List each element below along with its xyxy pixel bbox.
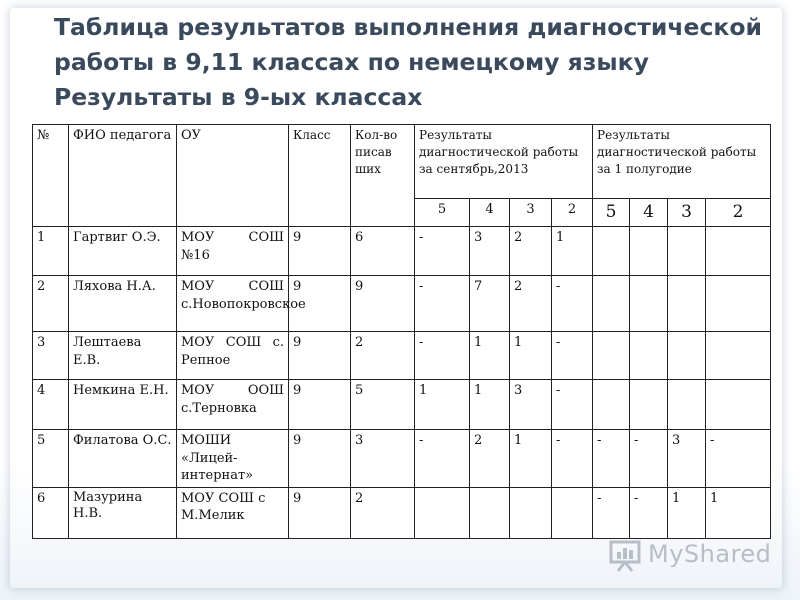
sep-grade-4: 7 <box>470 276 510 332</box>
sep-grade-3: 2 <box>510 227 552 276</box>
sep-grade-4: 3 <box>470 227 510 276</box>
row-number: 3 <box>33 332 69 380</box>
count-value: 2 <box>351 332 415 380</box>
grade-half-5: 5 <box>593 199 630 227</box>
class-value: 9 <box>289 380 351 430</box>
half-grade-3 <box>668 227 706 276</box>
half-grade-2: 1 <box>706 487 771 538</box>
sep-grade-5: - <box>415 276 470 332</box>
title-line-3: Результаты в 9-ых классах <box>54 83 423 111</box>
sep-grade-2: 1 <box>552 227 593 276</box>
table-row <box>33 430 771 488</box>
half-grade-4 <box>630 227 668 276</box>
grade-sep-2: 2 <box>552 199 593 227</box>
myshared-logo <box>606 536 776 576</box>
half-grade-3 <box>668 276 706 332</box>
sep-grade-4: 1 <box>470 332 510 380</box>
half-grade-5 <box>593 276 630 332</box>
row-number: 2 <box>33 276 69 332</box>
row-number: 1 <box>33 227 69 276</box>
grade-sep-3: 3 <box>510 199 552 227</box>
sep-grade-2: - <box>552 380 593 430</box>
half-grade-5: - <box>593 487 630 538</box>
half-grade-3: 1 <box>668 487 706 538</box>
table-row <box>33 332 771 380</box>
count-value: 6 <box>351 227 415 276</box>
sep-grade-5: - <box>415 227 470 276</box>
slide-title <box>54 10 774 115</box>
half-grade-5 <box>593 227 630 276</box>
header-row <box>33 125 771 199</box>
sep-grade-4 <box>470 487 510 538</box>
half-grade-5 <box>593 332 630 380</box>
count-value: 3 <box>351 430 415 488</box>
school-name: МОШИ «Лицей-интернат» <box>177 430 289 488</box>
sep-grade-3: 1 <box>510 430 552 488</box>
header-results-half: Результаты диагностической работы за 1 полугодие <box>593 125 771 199</box>
sep-grade-5 <box>415 487 470 538</box>
class-value: 9 <box>289 332 351 380</box>
half-grade-2 <box>706 227 771 276</box>
teacher-name: Немкина Е.Н. <box>69 380 177 430</box>
school-name: МОУ СОШ №16 <box>177 227 289 276</box>
grade-sep-5: 5 <box>415 199 470 227</box>
table-row <box>33 380 771 430</box>
title-line-2: работы в 9,11 классах по немецкому языку <box>54 48 649 76</box>
table-row <box>33 487 771 538</box>
half-grade-4 <box>630 380 668 430</box>
row-number: 6 <box>33 487 69 538</box>
header-count: Кол-во писав ших <box>351 125 415 227</box>
count-value: 2 <box>351 487 415 538</box>
teacher-name: Ляхова Н.А. <box>69 276 177 332</box>
grade-sep-4: 4 <box>470 199 510 227</box>
sep-grade-2: - <box>552 332 593 380</box>
sep-grade-4: 2 <box>470 430 510 488</box>
class-value: 9 <box>289 276 351 332</box>
half-grade-4 <box>630 332 668 380</box>
half-grade-5: - <box>593 430 630 488</box>
half-grade-4 <box>630 276 668 332</box>
school-name: МОУ СОШ с. Репное <box>177 332 289 380</box>
table-row <box>33 276 771 332</box>
sep-grade-4: 1 <box>470 380 510 430</box>
grade-half-4: 4 <box>630 199 668 227</box>
header-fio: ФИО педагога <box>69 125 177 227</box>
half-grade-4: - <box>630 487 668 538</box>
half-grade-3 <box>668 380 706 430</box>
sep-grade-5: - <box>415 332 470 380</box>
title-line-1: Таблица результатов выполнения диагностической <box>54 13 762 41</box>
grade-half-2: 2 <box>706 199 771 227</box>
header-results-sep: Результаты диагностической работы за сентябрь,2013 <box>415 125 593 199</box>
sep-grade-2: - <box>552 430 593 488</box>
school-name: МОУ ООШ с.Терновка <box>177 380 289 430</box>
header-no: № <box>33 125 69 227</box>
results-table <box>32 124 771 539</box>
teacher-name: Мазурина Н.В. <box>69 487 177 538</box>
teacher-name: Гартвиг О.Э. <box>69 227 177 276</box>
row-number: 5 <box>33 430 69 488</box>
header-class: Класс <box>289 125 351 227</box>
sep-grade-3: 1 <box>510 332 552 380</box>
class-value: 9 <box>289 430 351 488</box>
half-grade-3: 3 <box>668 430 706 488</box>
grade-half-3: 3 <box>668 199 706 227</box>
presentation-board-icon <box>608 538 642 572</box>
count-value: 5 <box>351 380 415 430</box>
half-grade-2 <box>706 276 771 332</box>
half-grade-5 <box>593 380 630 430</box>
sep-grade-5: - <box>415 430 470 488</box>
sep-grade-5: 1 <box>415 380 470 430</box>
teacher-name: Лештаева Е.В. <box>69 332 177 380</box>
header-ou: ОУ <box>177 125 289 227</box>
row-number: 4 <box>33 380 69 430</box>
half-grade-2 <box>706 380 771 430</box>
class-value: 9 <box>289 487 351 538</box>
count-value: 9 <box>351 276 415 332</box>
half-grade-3 <box>668 332 706 380</box>
logo-text: MyShared <box>648 540 772 568</box>
sep-grade-2 <box>552 487 593 538</box>
teacher-name: Филатова О.С. <box>69 430 177 488</box>
sep-grade-2: - <box>552 276 593 332</box>
school-name: МОУ СОШ с.Новопокровское <box>177 276 289 332</box>
sep-grade-3 <box>510 487 552 538</box>
school-name: МОУ СОШ с М.Мелик <box>177 487 289 538</box>
half-grade-2: - <box>706 430 771 488</box>
sep-grade-3: 3 <box>510 380 552 430</box>
class-value: 9 <box>289 227 351 276</box>
sep-grade-3: 2 <box>510 276 552 332</box>
half-grade-4: - <box>630 430 668 488</box>
table-row <box>33 227 771 276</box>
half-grade-2 <box>706 332 771 380</box>
